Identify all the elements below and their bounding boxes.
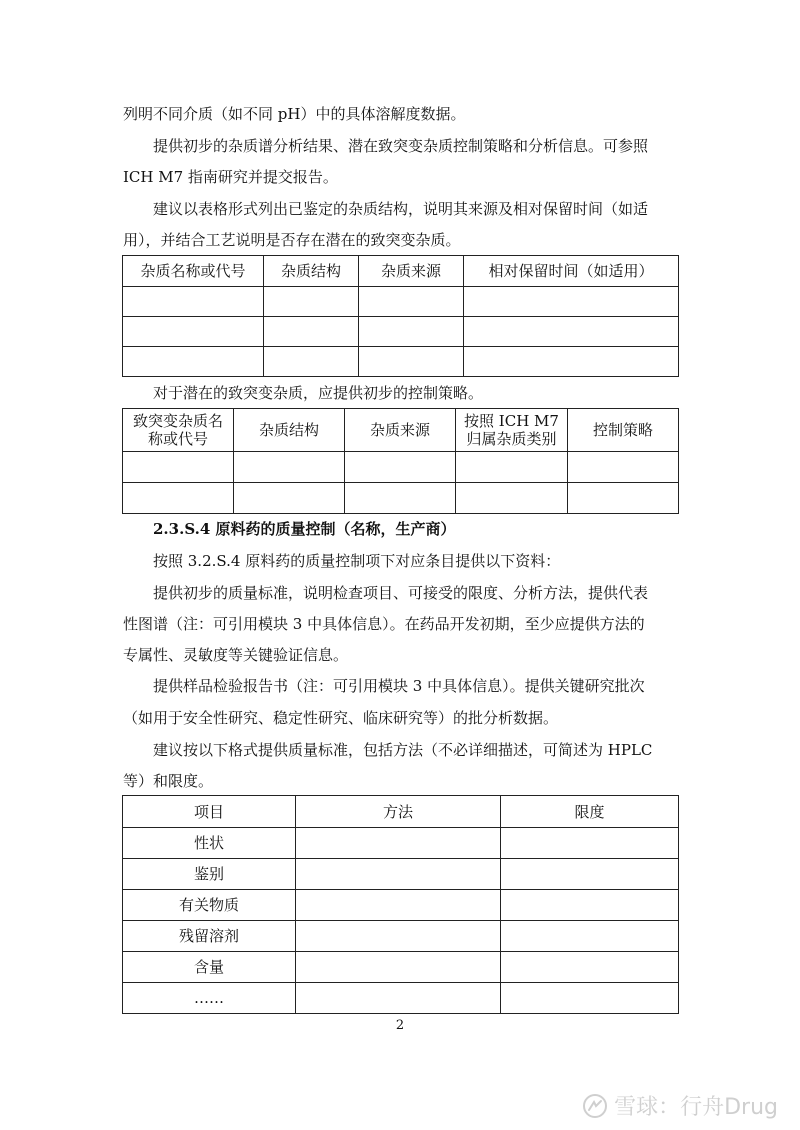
paragraph-provide-materials: 按照 3.2.S.4 原料药的质量控制项下对应条目提供以下资料：: [153, 552, 561, 570]
table-cell: [296, 952, 501, 983]
header-line: 按照 ICH M7: [464, 412, 559, 430]
table-cell: [501, 828, 679, 859]
table-cell: [501, 952, 679, 983]
paragraph-impurity-line2: ICH M7 指南研究并提交报告。: [123, 168, 338, 186]
table-cell: 残留溶剂: [123, 921, 296, 952]
table-header-cell: 控制策略: [568, 409, 679, 452]
paragraph-format-line2: 等）和限度。: [123, 772, 214, 790]
table-cell: [345, 483, 456, 514]
table-cell: [296, 890, 501, 921]
table-row: [123, 347, 679, 377]
table-header-cell: 杂质结构: [234, 409, 345, 452]
table-cell: [464, 347, 679, 377]
table-header-row: [123, 409, 679, 452]
table-cell: [296, 828, 501, 859]
table-row: [123, 983, 679, 1014]
table-cell: [464, 317, 679, 347]
table-cell: [234, 452, 345, 483]
table-cell: [264, 287, 359, 317]
header-line: 称或代号: [147, 430, 208, 448]
paragraph-table-suggestion-line1: 建议以表格形式列出已鉴定的杂质结构，说明其来源及相对保留时间（如适: [153, 200, 649, 218]
table-cell: 鉴别: [123, 859, 296, 890]
table-cell: 性状: [123, 828, 296, 859]
table-header-row: [123, 256, 679, 287]
table-cell: [123, 317, 264, 347]
paragraph-standards-line1: 提供初步的质量标准，说明检查项目、可接受的限度、分析方法，提供代表: [153, 584, 649, 602]
table-cell: [123, 452, 234, 483]
table-cell: [359, 317, 464, 347]
table-cell: [359, 287, 464, 317]
table-cell: 含量: [123, 952, 296, 983]
table-row: [123, 317, 679, 347]
table-cell: [264, 347, 359, 377]
page-number: 2: [395, 1018, 405, 1033]
table-row: [123, 483, 679, 514]
table-cell: [123, 287, 264, 317]
table-cell: [123, 347, 264, 377]
watermark: [582, 1090, 778, 1121]
table-header-cell: 限度: [501, 796, 679, 828]
table-header-row: [123, 796, 679, 828]
table-cell: [501, 859, 679, 890]
mutagenic-impurity-table: [122, 408, 679, 514]
table-cell: [296, 921, 501, 952]
paragraph-report-line2: （如用于安全性研究、稳定性研究、临床研究等）的批分析数据。: [123, 709, 559, 727]
watermark-text: 雪球：行舟Drug: [614, 1095, 778, 1120]
table-cell: [345, 452, 456, 483]
table-row: [123, 921, 679, 952]
table-header-cell: 杂质来源: [359, 256, 464, 287]
table-cell: [123, 483, 234, 514]
table-header-cell: 杂质名称或代号: [123, 256, 264, 287]
table-header-cell: 杂质结构: [264, 256, 359, 287]
paragraph-solubility: 列明不同介质（如不同 pH）中的具体溶解度数据。: [123, 105, 466, 123]
table-cell: [264, 317, 359, 347]
paragraph-standards-line3: 专属性、灵敏度等关键验证信息。: [123, 646, 349, 664]
section-heading: 2.3.S.4 原料药的质量控制（名称，生产商）: [153, 520, 456, 538]
impurity-table: [122, 255, 679, 377]
paragraph-impurity-line1: 提供初步的杂质谱分析结果、潜在致突变杂质控制策略和分析信息。可参照: [153, 137, 649, 155]
table-cell: [296, 859, 501, 890]
header-line: 致突变杂质名: [132, 412, 223, 430]
table-header-cell: 项目: [123, 796, 296, 828]
table-cell: [501, 890, 679, 921]
table-header-cell: [123, 409, 234, 452]
table-cell: [359, 347, 464, 377]
table-row: [123, 890, 679, 921]
xueqiu-logo-icon: [582, 1093, 608, 1119]
table-row: [123, 859, 679, 890]
paragraph-control-strategy: 对于潜在的致突变杂质，应提供初步的控制策略。: [153, 384, 484, 402]
table-cell: [456, 452, 568, 483]
paragraph-format-line1: 建议按以下格式提供质量标准，包括方法（不必详细描述，可简述为 HPLC: [153, 741, 653, 759]
table-cell: 有关物质: [123, 890, 296, 921]
table-cell: [456, 483, 568, 514]
table-cell: ……: [123, 983, 296, 1014]
quality-standard-table: [122, 795, 679, 1014]
table-row: [123, 828, 679, 859]
table-row: [123, 952, 679, 983]
table-cell: [234, 483, 345, 514]
table-row: [123, 452, 679, 483]
table-row: [123, 287, 679, 317]
table-header-cell: [456, 409, 568, 452]
table-header-cell: 杂质来源: [345, 409, 456, 452]
header-line: 归属杂质类别: [466, 430, 557, 448]
table-cell: [568, 483, 679, 514]
table-cell: [296, 983, 501, 1014]
table-cell: [501, 921, 679, 952]
paragraph-standards-line2: 性图谱（注：可引用模块 3 中具体信息）。在药品开发初期，至少应提供方法的: [123, 615, 645, 633]
table-cell: [464, 287, 679, 317]
paragraph-table-suggestion-line2: 用），并结合工艺说明是否存在潜在的致突变杂质。: [123, 231, 461, 249]
table-cell: [568, 452, 679, 483]
paragraph-report-line1: 提供样品检验报告书（注：可引用模块 3 中具体信息）。提供关键研究批次: [153, 677, 645, 695]
table-header-cell: 相对保留时间（如适用）: [464, 256, 679, 287]
table-cell: [501, 983, 679, 1014]
table-header-cell: 方法: [296, 796, 501, 828]
